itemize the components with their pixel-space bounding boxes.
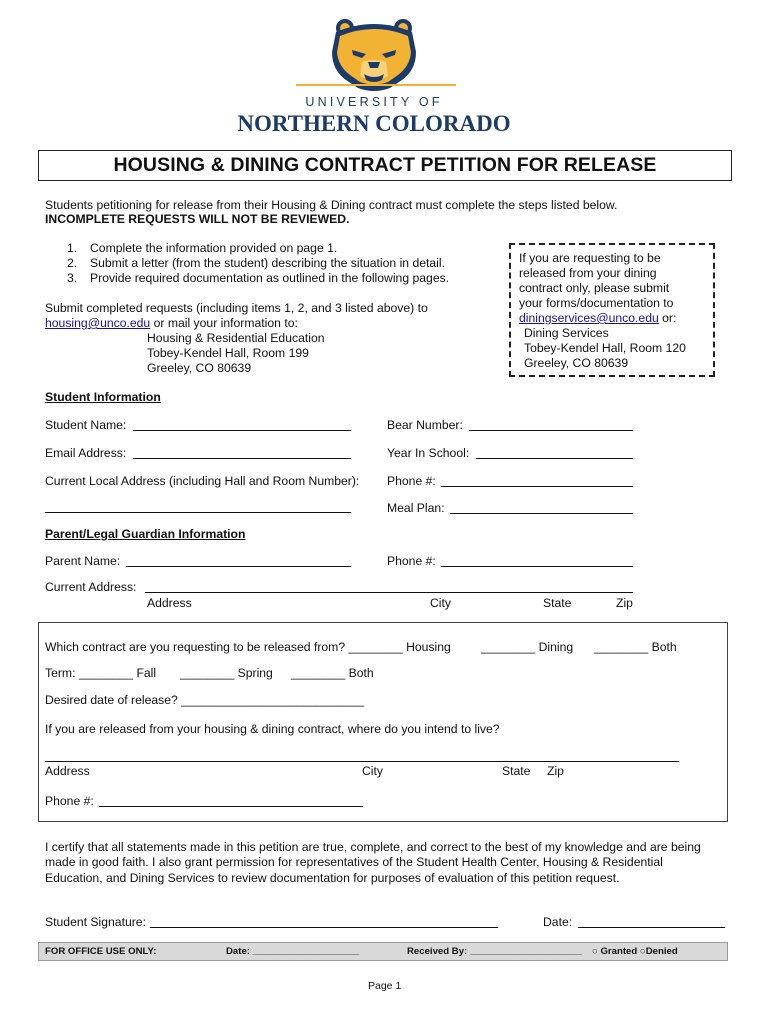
- form-title-box: [38, 150, 732, 181]
- parent-phone-label: Phone #:: [387, 554, 436, 568]
- step-num: 2.: [67, 256, 78, 270]
- both-option[interactable]: ________ Both: [594, 640, 677, 654]
- live-phone-field[interactable]: [99, 806, 363, 807]
- parent-phone-field[interactable]: [441, 566, 633, 567]
- term-fall-option[interactable]: Term: ________ Fall: [45, 666, 157, 680]
- dining-email-line: [519, 311, 676, 325]
- meal-plan-field[interactable]: [450, 513, 633, 514]
- local-address-label: Current Local Address (including Hall and Room Number):: [45, 474, 360, 488]
- local-address-field[interactable]: [45, 512, 351, 513]
- step-text: Submit a letter (from the student) describing the situation in detail.: [90, 256, 445, 270]
- office-decision-options[interactable]: ○ Granted ○Denied: [592, 946, 678, 957]
- parent-name-field[interactable]: [126, 566, 351, 567]
- step-text: Complete the information provided on page 1.: [90, 241, 338, 255]
- zip-caption: Zip: [616, 596, 633, 610]
- office-use-bar: [38, 942, 728, 961]
- intro-line: Students petitioning for release from their Housing & Dining contract must complete the steps listed below.: [45, 198, 618, 212]
- dining-box-line: released from your dining: [519, 266, 657, 280]
- signature-date-label: Date:: [543, 915, 573, 929]
- student-phone-label: Phone #:: [387, 474, 436, 488]
- dining-box-line: If you are requesting to be: [519, 251, 661, 265]
- office-date-field[interactable]: Date: ____________________: [226, 946, 360, 957]
- current-address-label: Current Address:: [45, 580, 137, 594]
- housing-email-link[interactable]: housing@unco.edu: [45, 316, 151, 330]
- bear-number-field[interactable]: [469, 430, 633, 431]
- step-num: 1.: [67, 241, 78, 255]
- email-label: Email Address:: [45, 446, 127, 460]
- incomplete-warning: INCOMPLETE REQUESTS WILL NOT BE REVIEWED.: [45, 212, 350, 226]
- live-zip-caption: Zip: [547, 764, 564, 778]
- certify-line: I certify that all statements made in this petition are true, complete, and correct to the best of my knowledge and are being: [45, 840, 701, 854]
- live-city-caption: City: [362, 764, 383, 778]
- year-field[interactable]: [476, 458, 633, 459]
- contract-question: Which contract are you requesting to be released from? ________ Housing: [45, 640, 451, 654]
- dining-box-line: your forms/documentation to: [519, 296, 674, 310]
- address-caption: Address: [147, 596, 192, 610]
- state-caption: State: [543, 596, 572, 610]
- housing-address-3: Greeley, CO 80639: [147, 361, 252, 375]
- term-both-option[interactable]: ________ Both: [291, 666, 374, 680]
- dining-email-link[interactable]: diningservices@unco.edu: [519, 311, 659, 325]
- housing-address-1: Housing & Residential Education: [147, 331, 325, 345]
- bear-mascot-icon: [232, 18, 516, 136]
- desired-date-field[interactable]: Desired date of release? ___________________________: [45, 693, 365, 707]
- step-text: Provide required documentation as outlined in the following pages.: [90, 271, 450, 285]
- student-name-label: Student Name:: [45, 418, 127, 432]
- intend-live-address-field[interactable]: [45, 761, 679, 762]
- dining-address-3: Greeley, CO 80639: [524, 356, 629, 370]
- step-num: 3.: [67, 271, 78, 285]
- dining-email-suffix: or:: [658, 311, 677, 325]
- form-title: HOUSING & DINING CONTRACT PETITION FOR RELEASE: [113, 154, 657, 176]
- certify-line: made in good faith. I also grant permission for representatives of the Student Health Center, Housing & Residential: [45, 855, 663, 869]
- meal-plan-label: Meal Plan:: [387, 501, 445, 515]
- page-number: Page 1: [368, 980, 402, 992]
- dining-address-1: Dining Services: [524, 326, 609, 340]
- student-phone-field[interactable]: [441, 486, 633, 487]
- signature-date-field[interactable]: [578, 927, 725, 928]
- certify-line: Education, and Dining Services to review documentation for purposes of evaluation of this petition request.: [45, 871, 620, 885]
- submit-instructions: Submit completed requests (including items 1, 2, and 3 listed above) to: [45, 301, 428, 315]
- live-state-caption: State: [502, 764, 531, 778]
- current-address-field[interactable]: [145, 592, 633, 593]
- term-spring-option[interactable]: ________ Spring: [180, 666, 273, 680]
- student-info-heading: Student Information: [45, 390, 161, 404]
- parent-info-heading: Parent/Legal Guardian Information: [45, 527, 246, 541]
- dining-box-line: contract only, please submit: [519, 281, 670, 295]
- svg-text:UNIVERSITY OF: UNIVERSITY OF: [305, 95, 443, 109]
- svg-text:NORTHERN COLORADO: NORTHERN COLORADO: [237, 111, 511, 136]
- office-use-label: FOR OFFICE USE ONLY:: [45, 946, 157, 957]
- intend-live-question: If you are released from your housing & dining contract, where do you intend to live?: [45, 722, 500, 736]
- live-phone-label: Phone #:: [45, 794, 94, 808]
- office-received-field[interactable]: Received By: _____________________: [407, 946, 582, 957]
- housing-address-2: Tobey-Kendel Hall, Room 199: [147, 346, 309, 360]
- submit-mail-text: or mail your information to:: [150, 316, 298, 330]
- student-name-field[interactable]: [133, 430, 351, 431]
- live-address-caption: Address: [45, 764, 90, 778]
- parent-name-label: Parent Name:: [45, 554, 121, 568]
- university-logo: [232, 18, 516, 136]
- signature-field[interactable]: [150, 927, 498, 928]
- submit-line2: [45, 316, 298, 330]
- year-label: Year In School:: [387, 446, 470, 460]
- bear-number-label: Bear Number:: [387, 418, 463, 432]
- city-caption: City: [430, 596, 451, 610]
- dining-option[interactable]: ________ Dining: [481, 640, 574, 654]
- dining-address-2: Tobey-Kendel Hall, Room 120: [524, 341, 686, 355]
- signature-label: Student Signature:: [45, 915, 146, 929]
- email-field[interactable]: [133, 458, 351, 459]
